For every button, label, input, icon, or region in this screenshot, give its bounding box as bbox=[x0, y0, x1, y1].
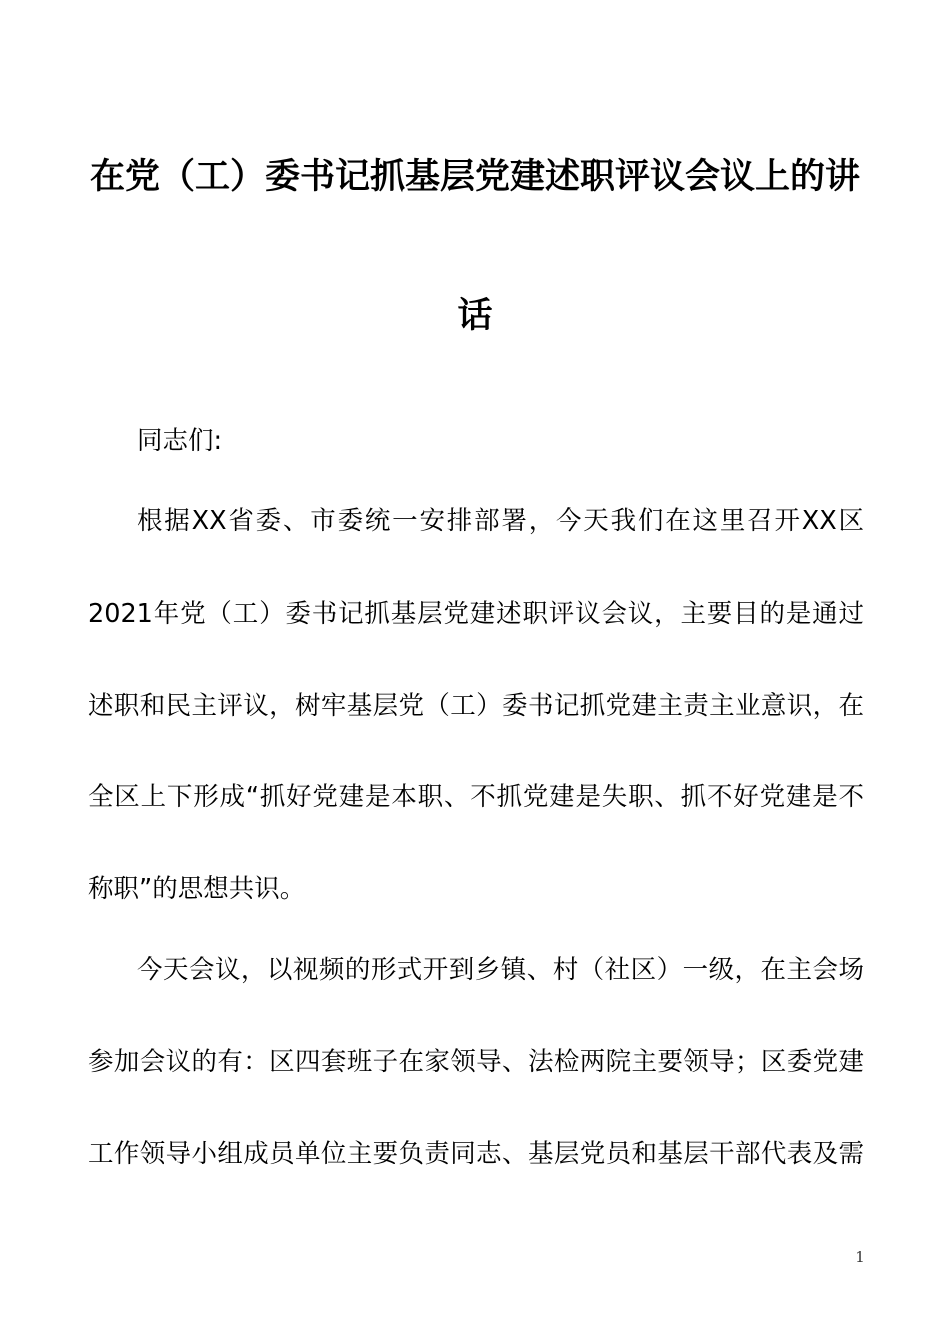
paragraph-1-line-1: 根据XX省委、市委统一安排部署，今天我们在这里召开XX区 bbox=[137, 506, 864, 536]
paragraph-1-line-4: 全区上下形成“抓好党建是本职、不抓党建是失职、抓不好党建是不 bbox=[88, 782, 864, 812]
paragraph-2-line-1: 今天会议，以视频的形式开到乡镇、村（社区）一级，在主会场 bbox=[137, 955, 864, 985]
paragraph-1-line-3: 述职和民主评议，树牢基层党（工）委书记抓党建主责主业意识，在 bbox=[88, 691, 864, 721]
paragraph-1-line-5: 称职”的思想共识。 bbox=[88, 874, 306, 904]
paragraph-1-line-2: 2021年党（工）委书记抓基层党建述职评议会议，主要目的是通过 bbox=[88, 599, 864, 629]
document-title-line-1: 在党（工）委书记抓基层党建述职评议会议上的讲 bbox=[89, 157, 860, 197]
paragraph-2-line-2: 参加会议的有：区四套班子在家领导、法检两院主要领导；区委党建 bbox=[88, 1047, 864, 1077]
document-title-line-2: 话 bbox=[457, 296, 493, 336]
page-number: 1 bbox=[855, 1248, 865, 1266]
paragraph-2-line-3: 工作领导小组成员单位主要负责同志、基层党员和基层干部代表及需 bbox=[88, 1139, 864, 1169]
salutation: 同志们: bbox=[137, 426, 223, 456]
